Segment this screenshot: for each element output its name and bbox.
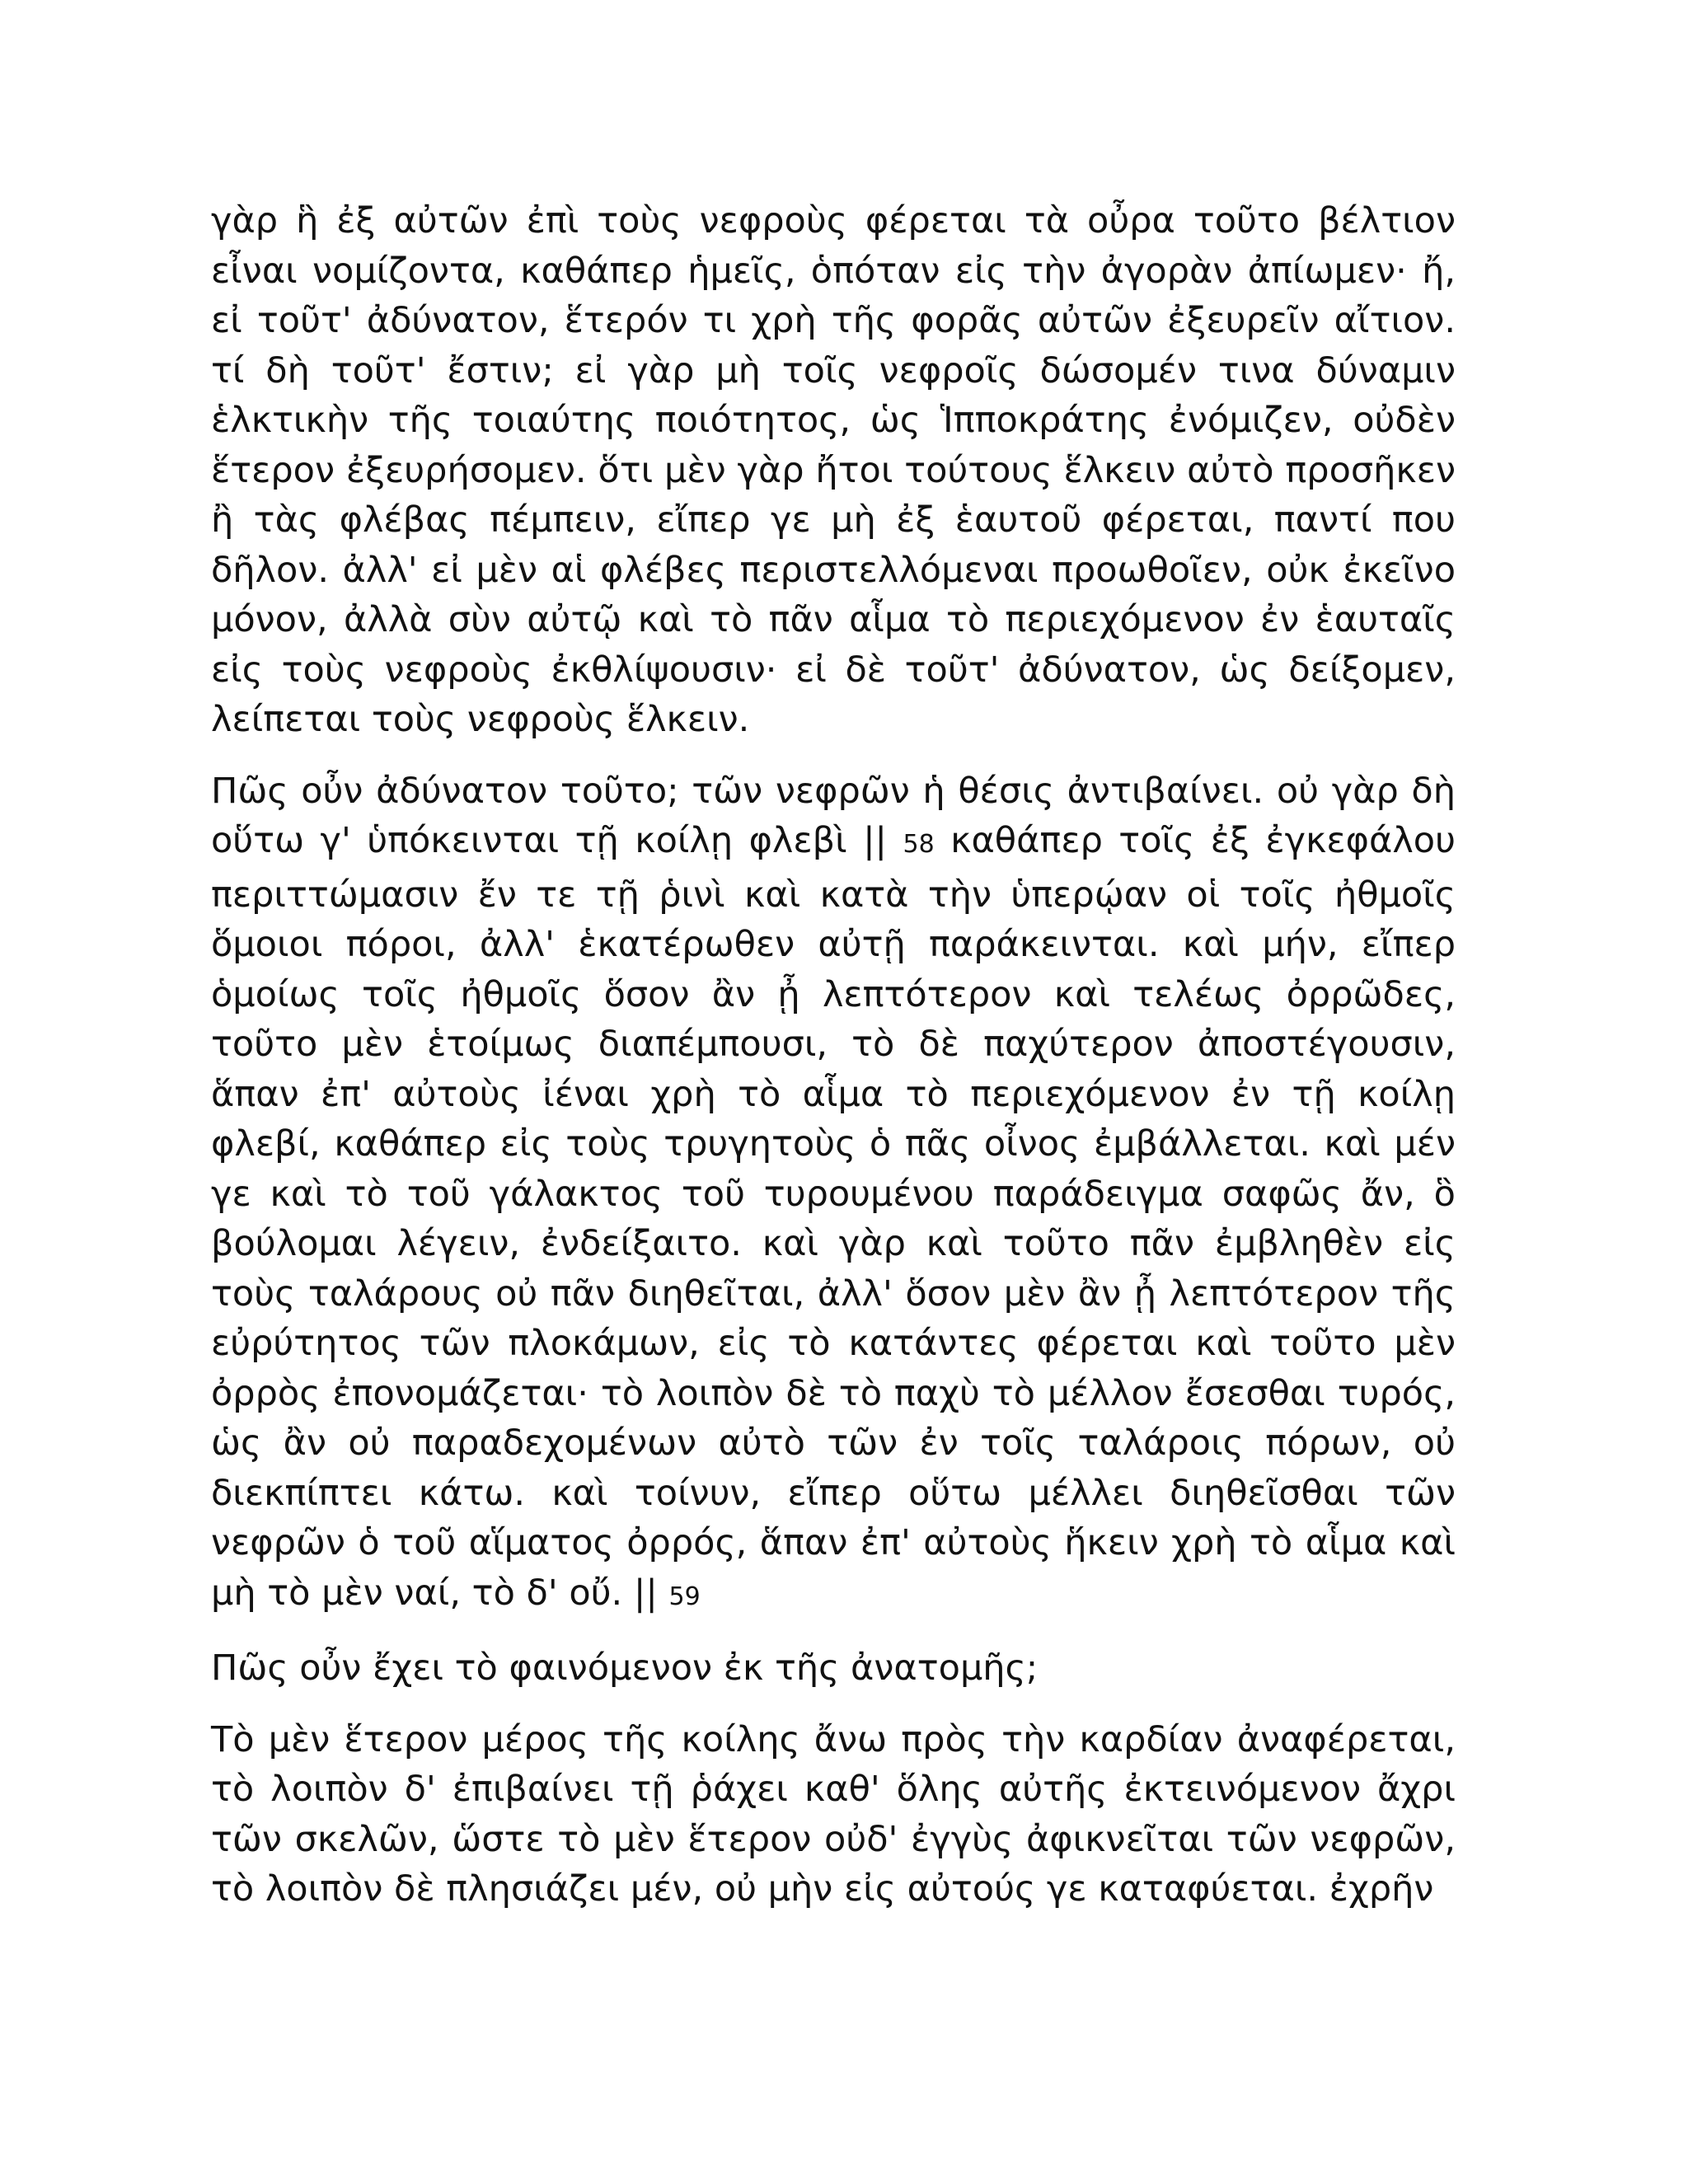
page-break-marker: || <box>633 1572 658 1614</box>
paragraph-4: Τὸ μὲν ἕτερον μέρος τῆς κοίλης ἄνω πρὸς τὴν καρδίαν ἀναφέρεται, τὸ λοιπὸν δ' ἐπιβαίνει τῇ ῥάχει καθ' ὅλης αὐτῆς ἐκτεινόμενον ἄχρι τῶν σκελῶν, ὥστε τὸ μὲν ἕτερον οὐδ' ἐγγὺς ἀφικνεῖται τῶν νεφρῶν, τὸ λοιπὸν δὲ πλησιάζει μέν, οὐ μὴν εἰς αὐτούς γε καταφύεται. ἐχρῆν <box>211 1718 1456 1910</box>
page-break-marker: || <box>863 820 888 861</box>
paragraph-2-text-a: Πῶς οὖν ἀδύνατον τοῦτο; τῶν νεφρῶν ἡ θέσις ἀντιβαίνει. οὐ γὰρ δὴ οὕτω γ' ὑπόκεινται τῇ κοίλῃ φλεβὶ <box>211 770 1456 861</box>
page-number-58: 58 <box>903 830 935 859</box>
document-page <box>211 196 1456 1936</box>
paragraph-2-text-b: καθάπερ τοῖς ἐξ ἐγκεφάλου περιττώμασιν ἔν τε τῇ ῥινὶ καὶ κατὰ τὴν ὑπερῴαν οἱ τοῖς ἠθμοῖς ὅμοιοι πόροι, ἀλλ' ἑκατέρωθεν αὐτῇ παράκεινται. καὶ μήν, εἴπερ ὁμοίως τοῖς ἠθμοῖς ὅσον ἂν ᾖ λεπτότερον καὶ τελέως ὀρρῶδες, τοῦτο μὲν ἑτοίμως διαπέμπουσι, τὸ δὲ παχύτερον ἀποστέγουσιν, ἅπαν ἐπ' αὐτοὺς ἰέναι χρὴ τὸ αἷμα τὸ περιεχόμενον ἐν τῇ κοίλῃ φλεβί, καθάπερ εἰς τοὺς τρυγητοὺς ὁ πᾶς οἶνος ἐμβάλλεται. καὶ μέν γε καὶ τὸ τοῦ γάλακτος τοῦ τυρουμένου παράδειγμα σαφῶς ἄν, ὃ βούλομαι λέγειν, ἐνδείξαιτο. καὶ γὰρ καὶ τοῦτο πᾶν ἐμβληθὲν εἰς τοὺς ταλάρους οὐ πᾶν διηθεῖται, ἀλλ' ὅσον μὲν ἂν ᾖ λεπτότερον τῆς εὐρύτητος τῶν πλοκάμων, εἰς τὸ κατάντες φέρεται καὶ τοῦτο μὲν ὀρρὸς ἐπονομάζεται· τὸ λοιπὸν δὲ τὸ παχὺ τὸ μέλλον ἔσεσθαι τυρός, ὡς ἂν οὐ παραδεχομένων αὐτὸ τῶν ἐν τοῖς ταλάροις πόρων, οὐ διεκπίπτει κάτω. καὶ τοίνυν, εἴπερ οὕτω μέλλει διηθεῖσθαι τῶν νεφρῶν ὁ τοῦ αἵματος ὀρρός, ἅπαν ἐπ' αὐτοὺς ἥκειν χρὴ τὸ αἷμα καὶ μὴ τὸ μὲν ναί, τὸ δ' οὔ. <box>211 820 1456 1614</box>
paragraph-1: γὰρ ἣ ἐξ αὐτῶν ἐπὶ τοὺς νεφροὺς φέρεται τὰ οὖρα τοῦτο βέλτιον εἶναι νομίζοντα, καθάπερ ἡμεῖς, ὁπόταν εἰς τὴν ἀγορὰν ἀπίωμεν· ἤ, εἰ τοῦτ' ἀδύνατον, ἕτερόν τι χρὴ τῆς φορᾶς αὐτῶν ἐξευρεῖν αἴτιον. τί δὴ τοῦτ' ἔστιν; εἰ γὰρ μὴ τοῖς νεφροῖς δώσομέν τινα δύναμιν ἑλκτικὴν τῆς τοιαύτης ποιότητος, ὡς Ἱπποκράτης ἐνόμιζεν, οὐδὲν ἕτερον ἐξευρήσομεν. ὅτι μὲν γὰρ ἤτοι τούτους ἕλκειν αὐτὸ προσῆκεν ἢ τὰς φλέβας πέμπειν, εἴπερ γε μὴ ἐξ ἑαυτοῦ φέρεται, παντί που δῆλον. ἀλλ' εἰ μὲν αἱ φλέβες περιστελλόμεναι προωθοῖεν, οὐκ ἐκεῖνο μόνον, ἀλλὰ σὺν αὐτῷ καὶ τὸ πᾶν αἷμα τὸ περιεχόμενον ἐν ἑαυταῖς εἰς τοὺς νεφροὺς ἐκθλίψουσιν· εἰ δὲ τοῦτ' ἀδύνατον, ὡς δείξομεν, λείπεται τοὺς νεφροὺς ἕλκειν. <box>211 200 1456 740</box>
paragraph-3: Πῶς οὖν ἔχει τὸ φαινόμενον ἐκ τῆς ἀνατομῆς; <box>211 1647 1039 1689</box>
paragraph-2 <box>211 766 1456 1623</box>
page-number-59: 59 <box>668 1582 701 1611</box>
